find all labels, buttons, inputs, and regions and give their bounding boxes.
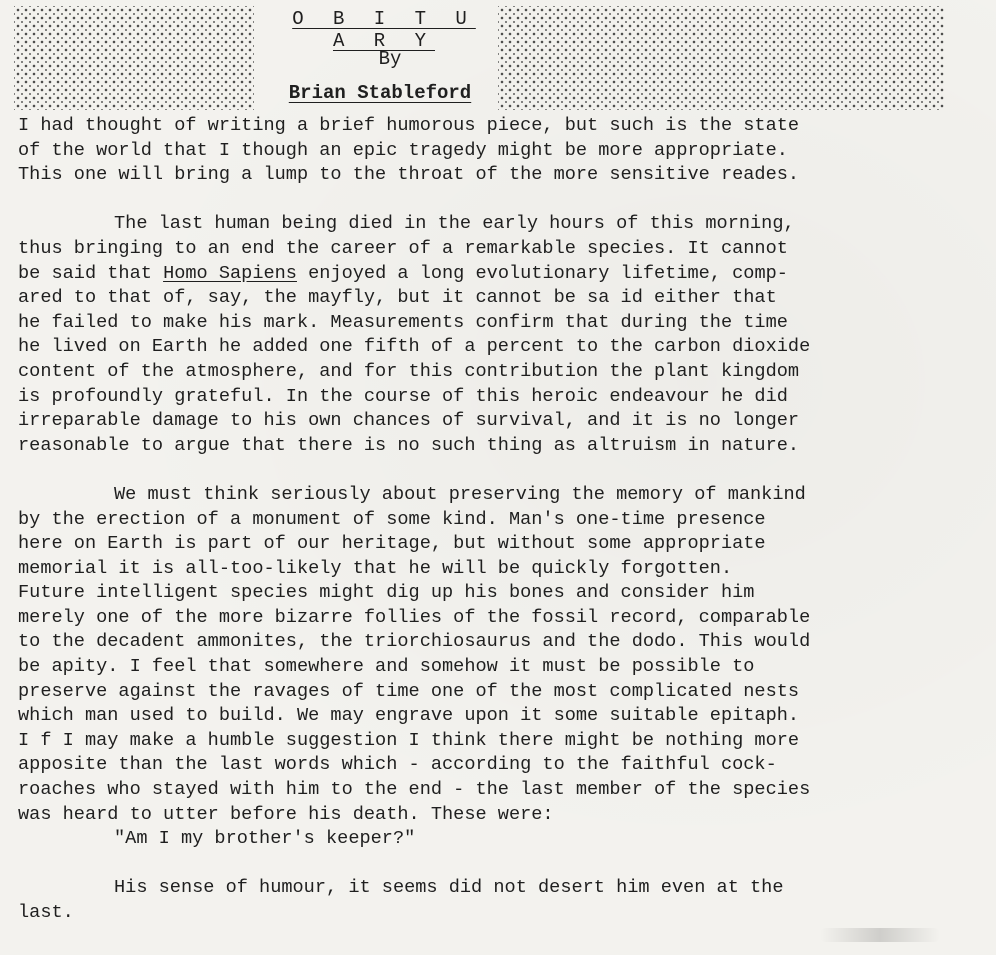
- paragraph-1: [18, 114, 988, 188]
- paragraph-3: [18, 483, 988, 852]
- paragraph-4: [18, 876, 988, 925]
- text-line: he failed to make his mark. Measurements confirm that during the time: [18, 311, 788, 333]
- text-line: preserve against the ravages of time one of the most complicated nests: [18, 680, 800, 702]
- text-line: The last human being died in the early hours of this morning,: [114, 213, 795, 235]
- text-line: is profoundly grateful. In the course of this heroic endeavour he did: [18, 385, 788, 407]
- text-line: reasonable to argue that there is no such thing as altruism in nature.: [18, 434, 800, 456]
- text-line: content of the atmosphere, and for this contribution the plant kingdom: [18, 360, 800, 382]
- text-line: Future intelligent species might dig up his bones and consider him: [18, 582, 755, 604]
- text-line: merely one of the more bizarre follies of the fossil record, comparable: [18, 606, 811, 628]
- quotation: "Am I my brother's keeper?": [114, 828, 416, 850]
- star-border-left: [14, 6, 254, 110]
- text-fragment: enjoyed a long evolutionary lifetime, comp-: [296, 262, 788, 284]
- text-line-species: [18, 262, 988, 287]
- text-line: last.: [18, 902, 74, 923]
- text-line: We must think seriously about preserving the memory of mankind: [114, 483, 806, 505]
- text-line: irreparable damage to his own chances of survival, and it is no longer: [18, 410, 800, 432]
- text-line: apposite than the last words which - according to the faithful cock-: [18, 754, 777, 776]
- text-line: ared to that of, say, the mayfly, but it cannot be sa id either that: [18, 287, 777, 309]
- species-name: Homo Sapiens: [163, 262, 297, 284]
- text-line: I had thought of writing a brief humorous piece, but such is the state: [18, 115, 800, 136]
- text-line: he lived on Earth he added one fifth of a percent to the carbon dioxide: [18, 336, 811, 358]
- text-line: thus bringing to an end the career of a remarkable species. It cannot: [18, 237, 788, 259]
- page-title: O B I T U A R Y: [292, 8, 476, 52]
- text-line: to the decadent ammonites, the triorchiosaurus and the dodo. This would: [18, 631, 811, 653]
- text-line: which man used to build. We may engrave upon it some suitable epitaph.: [18, 705, 800, 727]
- article-body: [18, 114, 988, 926]
- star-border-right: [498, 6, 944, 110]
- text-line: This one will bring a lump to the throat of the more sensitive reades.: [18, 164, 800, 186]
- text-line: His sense of humour, it seems did not desert him even at the: [114, 877, 784, 899]
- text-line: by the erection of a monument of some kind. Man's one-time presence: [18, 508, 766, 530]
- text-line: I f I may make a humble suggestion I think there might be nothing more: [18, 729, 800, 751]
- byline: By: [378, 48, 402, 70]
- text-fragment: be said that: [18, 262, 164, 284]
- text-line: roaches who stayed with him to the end - the last member of the species: [18, 779, 811, 801]
- text-line: of the world that I though an epic tragedy might be more appropriate.: [18, 139, 788, 161]
- text-line: was heard to utter before his death. These were:: [18, 803, 554, 825]
- paragraph-2: [18, 212, 988, 458]
- header-block: [14, 6, 946, 110]
- ink-smudge: [820, 928, 940, 942]
- author-name: Brian Stableford: [288, 82, 472, 104]
- text-line: memorial it is all-too-likely that he will be quickly forgotten.: [18, 557, 733, 579]
- text-line: here on Earth is part of our heritage, but without some appropriate: [18, 533, 766, 555]
- text-line: be apity. I feel that somewhere and somehow it must be possible to: [18, 656, 755, 678]
